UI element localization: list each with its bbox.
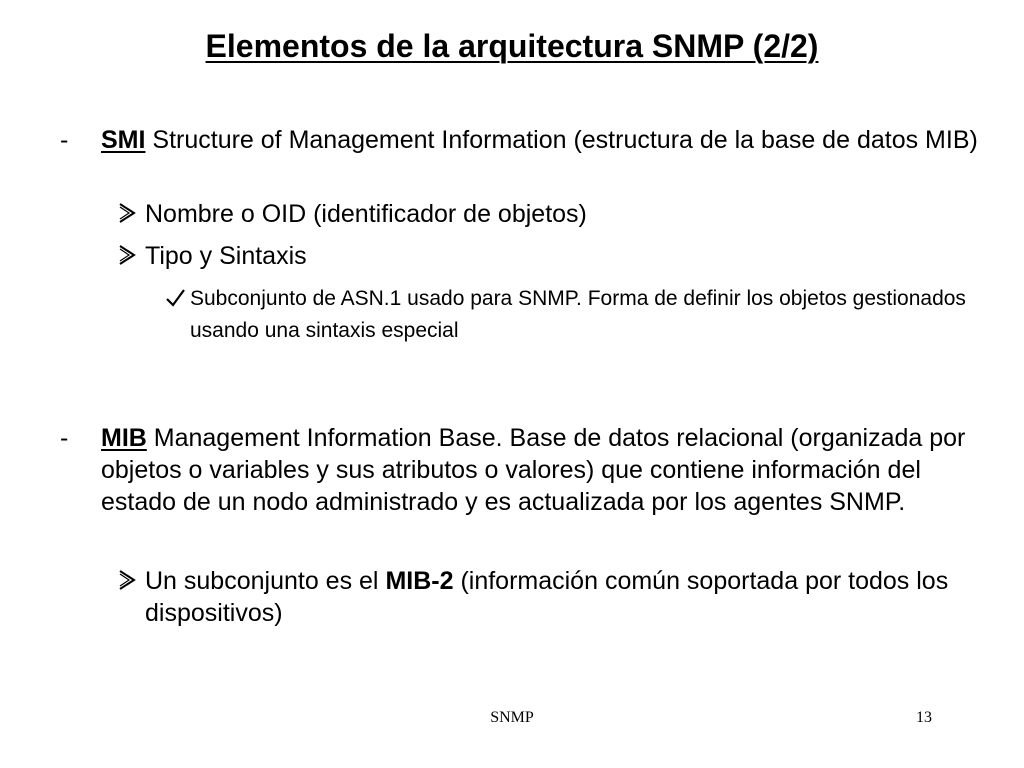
slide-title: Elementos de la arquitectura SNMP (2/2)	[205, 28, 819, 64]
sub-bullet-tipo	[145, 240, 985, 272]
bullet-text-mib: Management Information Base. Base de datos relacional (organizada por objetos o variables y sus atributos o valores) que contiene información del estado de un nodo administrado y es actualizada por los agentes SNMP.	[101, 424, 966, 516]
sub-bullet-bold-mib2: MIB-2	[385, 567, 454, 595]
subsub-bullet-text: Subconjunto de ASN.1 usado para SNMP. Forma de definir los objetos gestionados usando una sintaxis especial	[190, 287, 966, 342]
arrow-bullet-icon	[116, 199, 138, 227]
sub-bullet-text: Un subconjunto es el	[145, 567, 386, 595]
sub-bullet-text: (información común soportada por todos los dispositivos)	[145, 567, 949, 627]
bullet-term-smi: SMI	[101, 126, 146, 154]
sub-bullet-text: Nombre o OID (identificador de objetos)	[145, 200, 587, 228]
sub-bullet-text: Tipo y Sintaxis	[145, 242, 307, 270]
arrow-bullet-icon	[116, 241, 138, 269]
page-number: 13	[916, 709, 932, 726]
checkmark-icon	[164, 285, 186, 311]
bullet-smi	[60, 124, 986, 156]
sub-bullet-mib2	[145, 565, 985, 629]
bullet-marker: -	[60, 126, 69, 154]
footer-title: SNMP	[490, 709, 534, 726]
arrow-bullet-icon	[116, 566, 138, 594]
bullet-marker: -	[60, 424, 69, 452]
bullet-text-smi: Structure of Management Information (estructura de la base de datos MIB)	[145, 126, 978, 154]
bullet-mib	[60, 422, 986, 518]
bullet-term-mib: MIB	[101, 424, 147, 452]
sub-bullet-oid	[145, 198, 985, 230]
subsub-bullet-asn1	[190, 283, 990, 347]
